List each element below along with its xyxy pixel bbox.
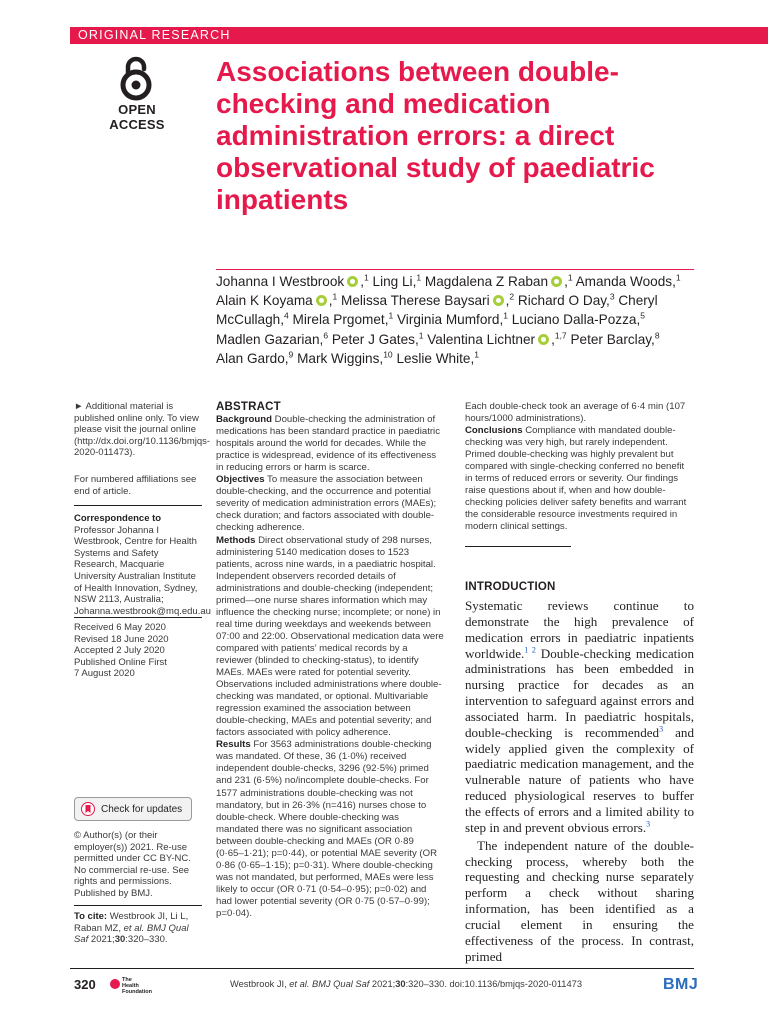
page-number: 320 (74, 977, 96, 992)
cite-pages: :320–330. (125, 934, 168, 946)
citation-note (74, 911, 202, 946)
date-accepted: Accepted 2 July 2020 (74, 645, 165, 657)
author-name: Leslie White (396, 350, 471, 366)
health-foundation-dot-icon (110, 979, 120, 989)
copyright-note: © Author(s) (or their employer(s)) 2021. Re-use permitted under CC BY-NC. No commercial re-use. See rights and permissions. Published by BMJ. (74, 830, 191, 899)
abstract-objectives: Objectives To measure the association between double-checking, and the occurrence and potential severity of medication administration errors (MAEs); check duration; and factors associated with double-checking adherence. (216, 474, 437, 534)
author-name: Ling Li (372, 274, 413, 289)
abstract-conclusions: Conclusions Compliance with mandated double-checking was very high, but rarely independent. Primed double-checking was highly prevalent but compared with single-checking conferred no benefit in terms of reduced errors or severity. Our findings raise questions about if, when and how double-checking policies deliver safety benefits and warrant the considerable resource investments required in modern clinical settings. (465, 425, 687, 533)
introduction-paragraph: Systematic reviews continue to demonstrate the high prevalence of medication errors in paediatric inpatients worldwide.$^{1 2}$ Double-checking medication administrations has been embedded in nursing practice for decades as an intervention to safeguard against errors and associated harm. In paediatric hospitals, double-checking is recommended$^3$ and widely applied given the complexity of paediatric medication management, and the vulnerable nature of patients who have reduced physiological reserves to buffer the effects of errors and a limited ability to step in and prevent obvious errors.$^3$ (465, 598, 694, 835)
affiliation-number: 1 (332, 291, 338, 302)
affiliation-number: 6 (323, 330, 329, 341)
footer-citation: Westbrook JI, et al. BMJ Qual Saf 2021;30:320–330. doi:10.1136/bmjqs-2020-011473 (230, 979, 582, 989)
cite-volume: 30 (114, 934, 126, 946)
health-foundation-logo (110, 977, 150, 995)
affiliation-number: 2 (509, 291, 515, 302)
health-foundation-text: The Health Foundation (122, 977, 152, 995)
affiliation-number: 4 (284, 310, 289, 321)
affiliation-number: 1 (418, 330, 424, 341)
affiliation-number: 1 (474, 349, 479, 360)
open-access-label: OPEN ACCESS (109, 102, 165, 132)
bookmark-icon (81, 802, 95, 816)
section-banner (70, 27, 768, 44)
orcid-icon[interactable] (493, 295, 504, 306)
author-name: Valentina Lichtner (427, 331, 536, 347)
sidebar-divider (74, 505, 202, 506)
check-for-updates-button[interactable] (74, 797, 192, 821)
additional-material-note: ► Additional material is published online only. To view please visit the journal online (http://dx.doi.org/10.1136/bmjqs-2020-011473). (74, 401, 211, 459)
date-revised: Revised 18 June 2020 (74, 633, 169, 645)
affiliation-number: 9 (288, 349, 294, 360)
correspondence-body: Professor Johanna I Westbrook, Centre for Health Systems and Safety Research, Macquarie University Australian Institute of Health Innovation, Sydney, NSW 2113, Australia; Johanna.westbrook@mq.edu.au (74, 524, 211, 617)
cite-year: 2021; (88, 934, 115, 946)
author-name: Peter Barclay (570, 331, 652, 347)
reference-link[interactable]: 3 (659, 724, 664, 734)
author-name: Alain K Koyama (216, 293, 313, 309)
open-access-lock-icon (108, 54, 164, 102)
affiliation-number: 5 (640, 310, 645, 321)
bmj-logo: BMJ (663, 976, 699, 993)
orcid-icon[interactable] (538, 334, 549, 345)
affiliation-number: 1 (364, 272, 369, 283)
sidebar-divider (74, 905, 202, 906)
author-name: Amanda Woods (575, 274, 673, 289)
section-label: ORIGINAL RESEARCH (78, 28, 231, 42)
affiliation-number: 1 (388, 310, 394, 321)
abstract-methods: Methods Direct observational study of 298 nurses, administering 5140 medication doses to 1523 patients, across nine wards, in a paediatric hospital. Independent observers recorded details of administrations and double-checking (independent; primed—one nurse shares information which may influence the checking nurse; incomplete; or none) in real time during weekdays and weekends between 07:00 and 22:00. Observational medication data were compared with patients’ medical records by a reviewer (blinded to checking-status), to identify MAEs. MAEs were rated for potential severity. Observations included administrations where double-checking was mandated, or optional. Multivariable regression examined the association between double-checking, MAEs and potential severity; and factors associated with policy adherence. (216, 534, 444, 739)
abstract-results-continued: Each double-check took an average of 6·4 min (107 hours/1000 administrations). (465, 401, 686, 425)
article-title: Associations between double-checking and medication administration errors: a direct observational study of paediatric inpatients (216, 56, 655, 215)
article-dates (74, 622, 202, 680)
orcid-icon[interactable] (551, 276, 562, 287)
date-published: 7 August 2020 (74, 668, 135, 680)
affiliation-number: 10 (383, 349, 393, 360)
author-name: Mirela Prgomet (292, 312, 385, 328)
author-name: Alan Gardo (216, 350, 285, 366)
date-published-label: Published Online First (74, 656, 167, 668)
author-name: Mark Wiggins (297, 350, 380, 366)
author-name: Johanna I Westbrook (216, 274, 345, 289)
affiliation-number: 1 (503, 310, 508, 321)
author-name: Virginia Mumford (396, 312, 500, 328)
author-name: Magdalena Z Raban (424, 274, 549, 289)
reference-link[interactable]: 1 2 (524, 645, 536, 655)
cite-label: To cite: (74, 911, 108, 922)
abstract (216, 401, 444, 920)
affiliations-note: For numbered affiliations see end of article. (74, 474, 197, 497)
correspondence-block (74, 513, 211, 617)
author-name: Cheryl McCullagh (216, 293, 658, 328)
affiliation-number: 1 (675, 272, 681, 283)
author-name: Melissa Therese Baysari (341, 293, 490, 309)
introduction-body (465, 598, 694, 964)
affiliation-number: 8 (654, 330, 660, 341)
date-received: Received 6 May 2020 (74, 622, 166, 633)
introduction-paragraph: The independent nature of the double-checking process, whereby both the requesting and checking nurse separately perform a check without sharing information, has been identified as a crucial element in ensuring the effectiveness of the process. In contrast, primed (465, 837, 694, 964)
author-name: Luciano Dalla-Pozza (511, 312, 637, 328)
affiliation-number: 1,7 (554, 330, 567, 341)
affiliation-number: 1 (567, 272, 573, 283)
author-list: Johanna I Westbrook ,$^1$ Ling Li,$^1$ Magdalena Z Raban ,$^1$ Amanda Woods,$^1$ Alain K Koyama ,$^1$ Melissa Therese Baysari ,$^2$ Richard O Day,$^3$ Cheryl McCullagh,$^4$ Mirela Prgomet,$^1$ Virginia Mumford,$^1$ Luciano Dalla-Pozza,$^5$ Madlen Gazarian,$^6$ Peter J Gates,$^1$ Valentina Lichtner ,$^{1,7}$ Peter Barclay,$^8$ Alan Gardo,$^9$ Mark Wiggins,$^{10}$ Leslie White,$^1$ (216, 272, 681, 366)
reference-link[interactable]: 3 (646, 819, 651, 829)
author-name: Peter J Gates (331, 331, 415, 347)
abstract-results: Results For 3563 administrations double-checking was mandated. Of these, 36 (1·0%) received independent double-checks, 3296 (92·5%) primed and 231 (6·5%) no/incomplete double-checks. For 1577 administrations double-checking was not mandatory, but in 26·3% (n=416) nurses chose to double-check. Where double-checking was mandated there was no significant association between double-checking and MAEs (OR 0·89 (0·65–1·21); p=0·44), or potential MAE severity (OR 0·86 (0·65–1·15); p=0·31). Where double-checking was not mandated, but performed, MAEs were less likely to occur (OR 0·71 (0·54–0·95); p=0·02) and had lower potential severity (OR 0·75 (0·57–0·99); p=0·04). (216, 739, 438, 919)
introduction-heading: INTRODUCTION (465, 581, 556, 593)
correspondence-heading: Correspondence to (74, 513, 162, 524)
cite-text: Westbrook JI, Li L, Raban MZ, (74, 911, 189, 934)
cite-journal: et al. BMJ Qual Saf (74, 922, 189, 946)
affiliation-number: 3 (609, 291, 615, 302)
orcid-icon[interactable] (347, 276, 358, 287)
orcid-icon[interactable] (316, 295, 327, 306)
abstract-background: Background Double-checking the administration of medications has been standard practice in paediatric hospitals around the world for decades. While the practice is widespread, evidence of its effectiveness in reducing errors or harm is scarce. (216, 414, 440, 474)
abstract-heading: ABSTRACT (216, 401, 281, 413)
abstract-continued (465, 401, 693, 534)
check-for-updates-label: Check for updates (101, 803, 183, 815)
author-name: Madlen Gazarian (216, 331, 320, 347)
footer-divider (70, 968, 694, 969)
affiliation-number: 1 (416, 272, 422, 283)
title-divider (216, 269, 694, 270)
sidebar-divider (74, 617, 202, 618)
author-name: Richard O Day (517, 293, 607, 309)
abstract-end-divider (465, 546, 571, 547)
